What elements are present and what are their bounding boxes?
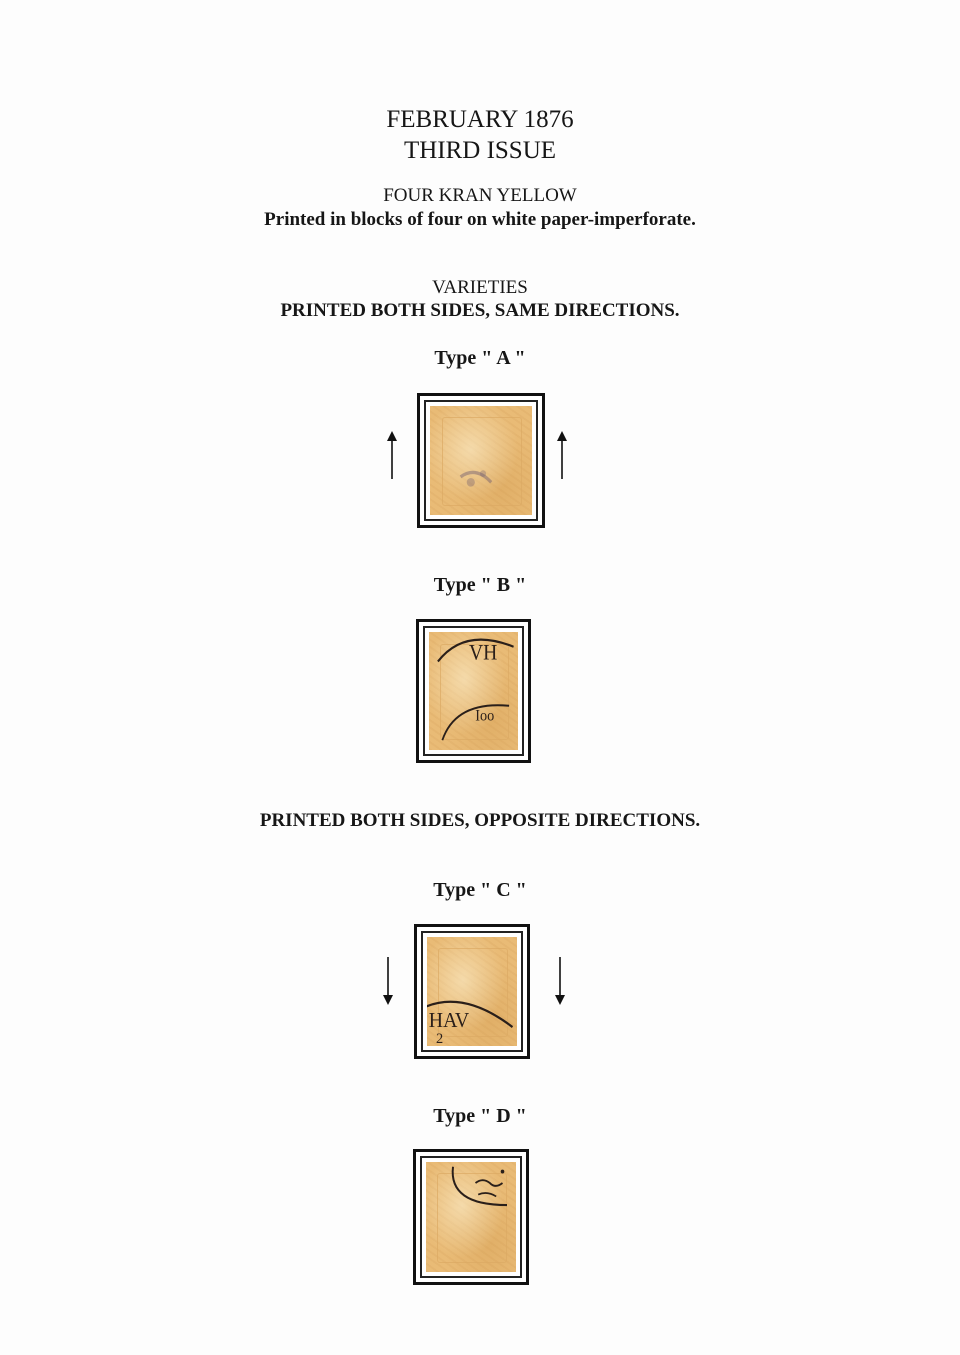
postmark-text: VH bbox=[469, 641, 498, 665]
postmark-text-2: Ioo bbox=[475, 707, 495, 725]
opposite-directions-heading: PRINTED BOTH SIDES, OPPOSITE DIRECTIONS. bbox=[259, 810, 701, 831]
same-directions-heading: PRINTED BOTH SIDES, SAME DIRECTIONS. bbox=[280, 300, 680, 321]
stamp-image bbox=[427, 937, 517, 1046]
stamp-type-c bbox=[414, 924, 530, 1059]
stamp-image bbox=[430, 406, 532, 515]
type-c-label: Type " C " bbox=[433, 879, 527, 901]
type-b-label: Type " B " bbox=[433, 574, 527, 596]
arrow-down-icon bbox=[553, 957, 567, 1005]
arrow-up-icon bbox=[555, 431, 569, 479]
stamp-type-a bbox=[417, 393, 545, 528]
type-d-label: Type " D " bbox=[433, 1105, 527, 1127]
postmark-digit: 2 bbox=[436, 1030, 444, 1046]
issue-title: THIRD ISSUE bbox=[403, 137, 557, 164]
varieties-heading: VARIETIES bbox=[432, 277, 528, 298]
stamp-type-d bbox=[413, 1149, 529, 1285]
stamp-type-b bbox=[416, 619, 531, 763]
postmark-text: HAV bbox=[428, 1009, 470, 1033]
stamp-image bbox=[429, 632, 518, 750]
stamp-name: FOUR KRAN YELLOW bbox=[383, 185, 577, 206]
type-a-label: Type " A " bbox=[434, 347, 526, 369]
arrow-up-icon bbox=[385, 431, 399, 479]
page-title: FEBRUARY 1876 bbox=[386, 106, 574, 133]
stamp-image bbox=[426, 1162, 516, 1272]
arrow-down-icon bbox=[381, 957, 395, 1005]
stamp-description: Printed in blocks of four on white paper-imperforate. bbox=[264, 209, 696, 230]
